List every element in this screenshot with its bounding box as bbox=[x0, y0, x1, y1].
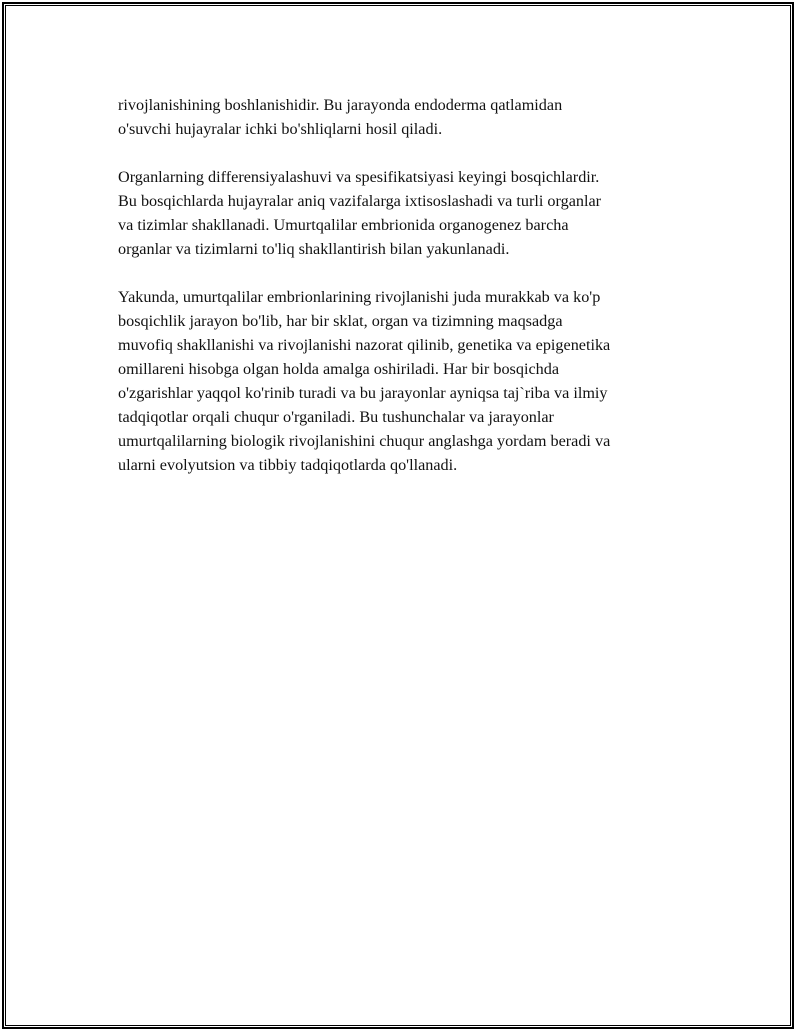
text-line: Organlarning differensiyalashuvi va spesifikatsiyasi keyingi bosqichlardir. bbox=[118, 168, 600, 186]
text-line: bosqichlik jarayon bo'lib, har bir sklat, organ va tizimning maqsadga bbox=[118, 312, 563, 330]
text-line: o'suvchi hujayralar ichki bo'shliqlarni hosil qiladi. bbox=[118, 120, 443, 138]
text-line: rivojlanishining boshlanishidir. Bu jarayonda endoderma qatlamidan bbox=[118, 96, 563, 114]
text-line: tadqiqotlar orqali chuqur o'rganiladi. Bu tushunchalar va jarayonlar bbox=[118, 408, 554, 426]
paragraph bbox=[118, 285, 698, 477]
text-line: va tizimlar shakllanadi. Umurtqalilar embrionida organogenez barcha bbox=[118, 216, 569, 234]
text-line: Yakunda, umurtqalilar embrionlarining rivojlanishi juda murakkab va ko'p bbox=[118, 288, 601, 306]
text-line: organlar va tizimlarni to'liq shakllantirish bilan yakunlanadi. bbox=[118, 240, 510, 258]
paragraph bbox=[118, 93, 698, 141]
document-body bbox=[118, 93, 698, 501]
text-line: muvofiq shakllanishi va rivojlanishi nazorat qilinib, genetika va epigenetika bbox=[118, 336, 611, 354]
text-line: omillareni hisobga olgan holda amalga oshiriladi. Har bir bosqichda bbox=[118, 360, 559, 378]
text-line: Bu bosqichlarda hujayralar aniq vazifalarga ixtisoslashadi va turli organlar bbox=[118, 192, 602, 210]
paragraph bbox=[118, 165, 698, 261]
text-line: umurtqalilarning biologik rivojlanishini chuqur anglashga yordam beradi va bbox=[118, 432, 611, 450]
text-line: o'zgarishlar yaqqol ko'rinib turadi va bu jarayonlar ayniqsa taj`riba va ilmiy bbox=[118, 384, 608, 402]
text-line: ularni evolyutsion va tibbiy tadqiqotlarda qo'llanadi. bbox=[118, 456, 458, 474]
